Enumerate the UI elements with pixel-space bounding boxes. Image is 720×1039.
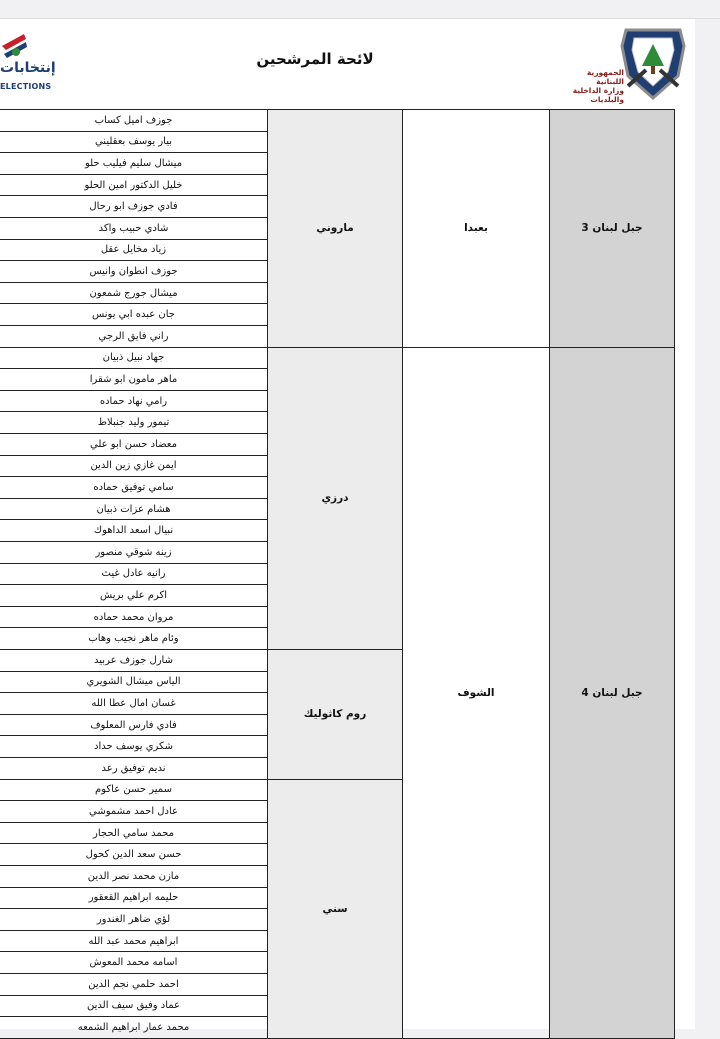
table-top-border [0,109,675,110]
region-cell [550,348,675,1039]
viewer-gutter [695,19,720,1029]
candidate-name-cell [0,823,268,845]
candidate-name-cell [0,564,268,586]
candidate-name-cell-text: راني فايق الرجي [98,330,169,342]
candidate-name-cell [0,650,268,672]
candidate-name-cell [0,412,268,434]
candidate-name-cell-text: لؤي ضاهر الغندور [96,913,171,925]
viewer-toolbar [0,0,720,19]
district-cell-text: الشوف [457,686,495,699]
candidate-name-cell-text: محمد عمار ابراهيم الشمعه [77,1021,190,1033]
candidate-name-cell-text: خليل الدكتور امين الحلو [84,179,183,191]
candidate-name-cell-text: حليمه ابراهيم القعقور [88,892,179,904]
candidate-name-cell-text: نبيال اسعد الداهوك [93,525,174,537]
candidate-name-cell-text: تيمور وليد جنبلاط [97,417,170,429]
candidate-name-cell-text: عماد وفيق سيف الدين [87,1000,180,1012]
candidate-name-cell-text: وئام ماهر نجيب وهاب [88,633,179,645]
candidate-name-cell [0,974,268,996]
candidate-name-cell-text: مازن محمد نصر الدين [87,870,180,882]
candidate-name-cell-text: بيار يوسف بعقليني [94,136,173,148]
candidate-name-cell [0,909,268,931]
candidate-name-cell-text: جوزف اميل كساب [94,114,173,126]
region-cell-text: جبل لبنان 4 [581,686,643,699]
candidate-name-cell-text: هشام عزات ذبيان [96,503,171,515]
candidate-name-cell [0,715,268,737]
candidate-name-cell [0,888,268,910]
region-cell-text: جبل لبنان 3 [581,222,643,235]
candidate-name-cell [0,780,268,802]
candidate-name-cell-text: زينه شوقي منصور [95,546,172,558]
candidate-name-cell [0,434,268,456]
candidate-name-cell-text: ميشال سليم فيليب حلو [84,157,183,169]
candidate-name-cell-text: رامي نهاد حماده [99,395,168,407]
confession-cell-text: سني [322,902,348,915]
candidate-name-cell [0,736,268,758]
candidate-name-cell-text: ماهر مامون ابو شقرا [89,373,178,385]
candidate-name-cell-text: سمير حسن عاكوم [95,784,172,796]
candidate-name-cell [0,499,268,521]
candidate-name-cell-text: الياس ميشال الشويري [86,676,181,688]
ministry-line: والبلديات [590,95,624,104]
candidate-name-cell-text: ابراهيم محمد عبد الله [88,935,179,947]
candidate-name-cell [0,348,268,370]
candidate-name-cell [0,283,268,305]
candidate-name-cell-text: زياد مخايل عقل [100,244,167,256]
candidate-name-cell [0,196,268,218]
candidate-name-cell-text: نديم توفيق رعد [101,762,166,774]
ministry-line: الجمهورية اللبنانية [586,68,624,86]
district-cell-text: بعبدا [464,222,488,235]
candidate-name-cell-text: فادي فارس المعلوف [90,719,177,731]
confession-cell [268,110,403,348]
candidate-name-cell [0,866,268,888]
confession-cell [268,650,403,780]
region-cell [550,110,675,348]
candidate-name-cell-text: اسامه محمد المعوش [89,957,178,969]
ministry-emblem-icon [618,26,688,102]
candidate-name-cell-text: شكري يوسف حداد [94,741,173,753]
candidate-name-cell [0,153,268,175]
candidate-name-cell [0,218,268,240]
candidate-name-cell-text: اكرم علي بريش [99,589,168,601]
candidate-name-cell [0,585,268,607]
confession-cell-text: درزي [321,492,349,505]
candidate-name-cell-text: سامي توفيق حماده [93,481,174,493]
candidate-name-cell-text: شادي حبيب واكد [98,222,169,234]
candidate-name-cell [0,672,268,694]
candidate-name-cell [0,758,268,780]
candidate-name-cell [0,391,268,413]
candidate-name-cell [0,456,268,478]
candidate-name-cell [0,240,268,262]
candidate-name-cell [0,931,268,953]
candidate-name-cell [0,110,268,132]
candidate-name-cell-text: مروان محمد حماده [93,611,174,623]
candidate-name-cell-text: حسن سعد الدين كحول [85,849,182,861]
confession-cell [268,780,403,1039]
candidate-name-cell [0,520,268,542]
candidate-name-cell [0,1017,268,1039]
candidate-name-cell [0,175,268,197]
candidate-name-cell [0,952,268,974]
candidate-name-cell [0,132,268,154]
candidate-name-cell [0,996,268,1018]
candidate-name-cell-text: فادي جوزف ابو رحال [89,201,178,213]
candidate-name-cell-text: احمد حلمي نجم الدين [88,978,179,990]
elections-logo-english: ELECTIONS [0,82,52,91]
elections-logo-arabic: إنتخابات [0,60,56,76]
candidate-name-cell-text: عادل احمد مشموشي [88,805,179,817]
ministry-line: وزارة الداخلية [572,86,624,95]
candidate-name-cell-text: غسان امال عطا الله [91,697,176,709]
district-cell [403,110,550,348]
candidate-name-cell-text: محمد سامي الحجار [93,827,174,839]
district-cell [403,348,550,1039]
candidate-name-cell-text: جوزف انطوان وانيس [89,265,178,277]
candidate-name-cell-text: معضاد حسن ابو علي [90,438,177,450]
candidate-name-cell [0,477,268,499]
candidate-name-cell-text: جان عبده ابي يونس [92,309,175,321]
candidate-name-cell [0,628,268,650]
candidate-name-cell [0,261,268,283]
ministry-name [560,68,624,104]
confession-cell-text: ماروني [316,222,354,235]
candidate-name-cell-text: شارل جوزف عربيد [94,654,173,666]
candidate-name-cell [0,607,268,629]
candidate-name-cell [0,844,268,866]
candidate-name-cell [0,693,268,715]
candidate-name-cell-text: جهاد نبيل ذبيان [102,352,165,364]
page-title: لائحة المرشحين [256,50,374,68]
candidate-name-cell-text: ايمن غازي زين الدين [90,460,177,472]
candidate-name-cell [0,542,268,564]
candidate-name-cell-text: ميشال جورج شمعون [89,287,178,299]
confession-cell [268,348,403,650]
candidate-name-cell [0,304,268,326]
candidate-name-cell [0,801,268,823]
candidate-name-cell-text: رانيه عادل غيث [101,568,166,580]
confession-cell-text: روم كاثوليك [303,708,367,721]
candidate-name-cell [0,326,268,348]
candidate-name-cell [0,369,268,391]
